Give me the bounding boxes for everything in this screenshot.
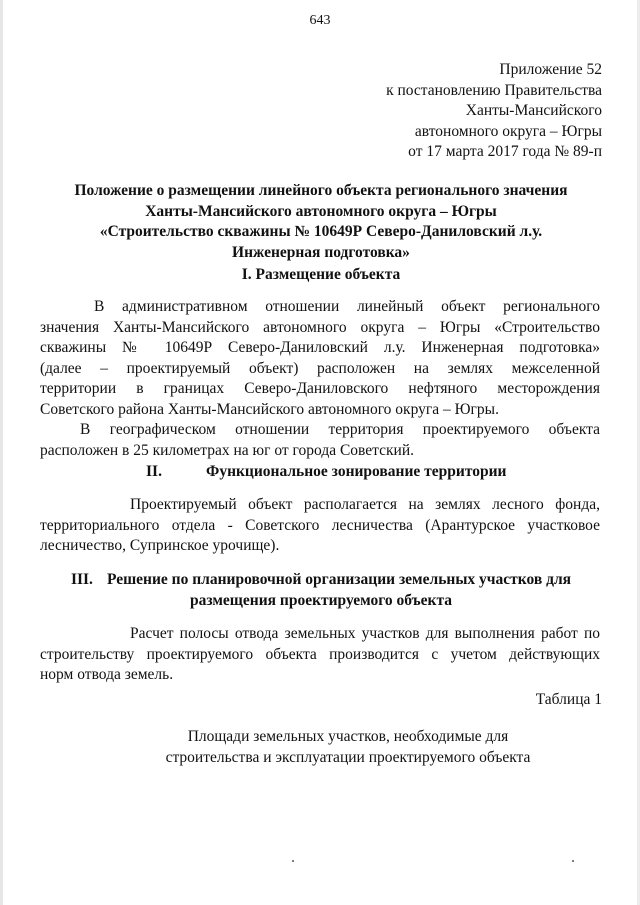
appendix-line: к постановлению Правительства [386,81,602,99]
section-1-paragraph [40,297,600,461]
document-title [40,181,602,263]
text-line: В административном отношении линейный объект регионального [94,298,600,315]
text-line: территории в границах Северо-Даниловского нефтяного месторождения [40,380,600,397]
section-3-heading-line [40,570,602,591]
scan-speck [292,860,294,862]
title-line: «Строительство скважины № 10649Р Северо-Даниловский л.у. [99,223,543,240]
text-line: расположен в 25 километрах на юг от города Советский. [40,441,414,459]
scan-speck [572,860,574,862]
text-line: скважины № 10649Р Северо-Даниловский л.у. Инженерная подготовка» [40,339,600,356]
title-line: Инженерная подготовка» [232,243,410,261]
section-3-number: III. [70,571,93,588]
section-3-heading [40,570,602,611]
section-2-title: Функциональное зонирование территории [206,463,507,480]
appendix-line: от 17 марта 2017 года № 89-п [408,143,602,160]
table-label: Таблица 1 [535,691,602,708]
text-line: лесничество, Супринское урочище). [40,537,280,554]
text-line: норм отвода земель. [40,666,174,683]
section-2-paragraph [40,495,600,557]
title-line: Ханты-Мансийского автономного округа – Югры [145,202,497,220]
appendix-block [386,60,602,163]
table-caption [40,727,640,768]
text-line: территориального отдела - Советского лесничества (Арантурское участковое [40,516,600,534]
page-number: 643 [309,13,331,28]
section-2-heading [146,462,602,483]
text-line: Советского района Ханты-Мансийского автономного округа – Югры. [40,400,499,418]
title-line: Положение о размещении линейного объекта регионального значения [74,182,568,199]
section-3-paragraph [40,624,600,686]
appendix-line: Ханты-Мансийского [465,102,602,119]
section-3-heading-line: размещения проектируемого объекта [189,591,453,609]
text-line: (далее – проектируемый объект) расположен на землях межселенной [40,359,600,377]
text-line: В географическом отношении территория проектируемого объекта [80,421,600,438]
section-1-heading: I. Размещение объекта [241,266,401,283]
section-3-title: Решение по планировочной организации земельных участков для [106,571,572,588]
appendix-line: автономного округа – Югры [414,122,602,140]
text-line: Расчет полосы отвода земельных участков для выполнения работ по [130,625,600,642]
section-2-number: II. [146,463,162,480]
text-line: Проектируемый объект располагается на землях лесного фонда, [130,496,600,513]
appendix-line: Приложение 52 [499,61,602,78]
table-caption-line: строительства и эксплуатации проектируемого объекта [165,748,531,766]
table-caption-line: Площади земельных участков, необходимые для [187,728,509,745]
text-line: строительству проектируемого объекта производится с учетом действующих [40,645,600,663]
text-line: значения Ханты-Мансийского автономного округа – Югры «Строительство [40,318,600,336]
scan-edge-left [0,0,3,905]
